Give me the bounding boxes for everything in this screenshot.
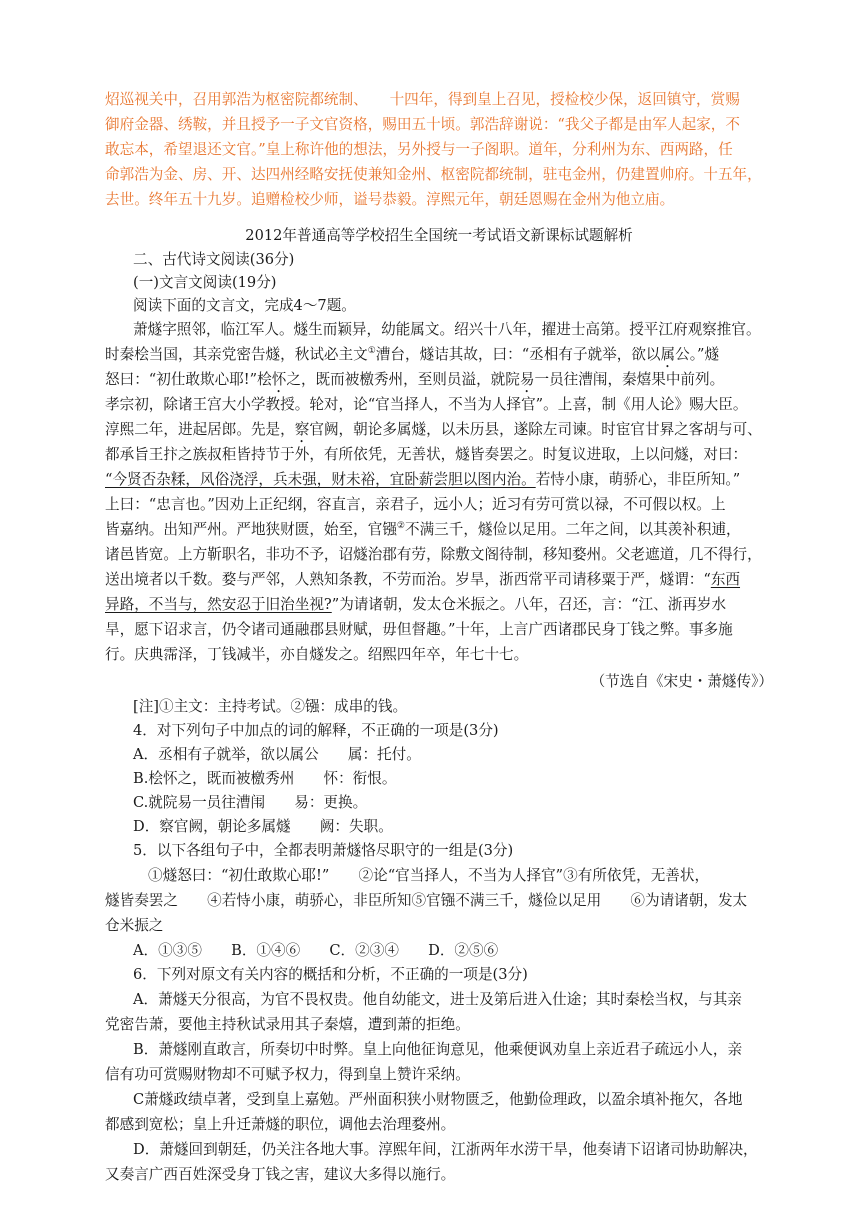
underlined-sentence: 异路，不当与，然安忍于旧治坐视? bbox=[105, 596, 332, 613]
passage-line: 萧燧字照邻，临江军人。燧生而颖异，幼能属文。绍兴十八年，擢进士高第。授平江府观察推官。 bbox=[133, 321, 761, 338]
passage-line: 怒曰：“初仕敢欺心耶!”桧怀之，既而被檄秀州，至则员溢，就院易一员往漕闱，秦熺果中前列。 bbox=[105, 371, 725, 388]
question-text: 燧皆奏罢之 ④若恃小康，萌骄心，非臣所知⑤官镪不满三千，燧俭以足用 ⑥为请诸朝，发太 bbox=[105, 892, 748, 909]
source-citation: （节选自《宋史・萧燧传》） bbox=[590, 673, 773, 690]
translation-line: 敢忘本，希望退还文官。”皇上称许他的想法，另外授与一子阁职。道年，分利州为东、西两路，任 bbox=[105, 141, 733, 158]
underlined-sentence: 东西 bbox=[710, 571, 741, 588]
option-c-cont: 都感到宽松；皇上升迁萧燧的职位，调他去治理婺州。 bbox=[105, 1116, 456, 1133]
footnote: [注]①主文：主持考试。②镪：成串的钱。 bbox=[133, 698, 408, 715]
question-stem: 4．对下列句子中加点的词的解释，不正确的一项是(3分) bbox=[133, 722, 499, 739]
passage-line: 上曰：“忠言也。”因劝上正纪纲，容直言，亲君子，远小人；近习有劳可赏以禄，不可假以权。上 bbox=[105, 496, 726, 513]
question-stem: 6．下列对原文有关内容的概括和分析，不正确的一项是(3分) bbox=[133, 966, 528, 983]
translation-line: 炤巡视关中，召用郭浩为枢密院都统制、 十四年，得到皇上召见，授检校少保，返回镇守，赏赐 bbox=[105, 91, 740, 108]
passage-line: 诸邑皆宽。上方靳职名，非功不予，诏燧治郡有劳，除敷文阁待制，移知婺州。父老遮道，几不得行， bbox=[105, 546, 762, 563]
passage-line: 行。庆典霈泽，丁钱减半，亦自燧发之。绍熙四年卒，年七十七。 bbox=[105, 646, 529, 663]
passage-line: 孝宗初，除诸王宫大小学教授。轮对，论“官当择人，不当为人择官”。上喜，制《用人论》赐大臣。 bbox=[105, 396, 748, 413]
emphasized-word: 易 bbox=[519, 371, 535, 388]
option-c: C萧燧政绩卓著，受到皇上嘉勉。严州面积狭小财物匮乏，他勤俭理政，以盈余填补拖欠，各地 bbox=[133, 1091, 743, 1108]
emphasized-word: 属 bbox=[660, 346, 676, 363]
passage-line: 都承旨王抃之族叔秬皆持节于外，有所依凭，无善状，燧皆奏罢之。时复议进取，上以问燧，对曰： bbox=[105, 446, 748, 463]
option-a: A．丞相有子就举，欲以属公 属：托付。 bbox=[133, 746, 421, 763]
footnote-marker: ① bbox=[367, 346, 376, 357]
passage-line: 送出境者以千数。婺与严邻，人熟知条教，不劳而治。岁旱，浙西常平司请移粟于严，燧谓：“东西 bbox=[105, 571, 741, 588]
question-text: 仓米振之 bbox=[105, 917, 164, 934]
question-stem: 5．以下各组句子中，全都表明萧燧恪尽职守的一组是(3分) bbox=[133, 842, 514, 859]
translation-line: 命郭浩为金、房、开、达四州经略安抚使兼知金州、枢密院都统制，驻屯金州，仍建置帅府。十五年， bbox=[105, 166, 762, 183]
passage-line: 淳熙二年，进起居郎。先是，察官阙，朝论多属燧，以未历县，遂除左司谏。时宦官甘昪之客胡与可、 bbox=[105, 421, 762, 438]
subsection-heading: (一)文言文阅读(19分) bbox=[133, 274, 277, 291]
passage-line: 旱，愿下诏求言，仍令诸司通融郡县财赋，毋但督趣。”十年，上言广西诸郡民身丁钱之弊。事多施 bbox=[105, 621, 733, 638]
answer-options: A．①③⑤ B．①④⑥ C．②③④ D．②⑤⑥ bbox=[133, 942, 499, 959]
footnote-marker: ② bbox=[396, 521, 405, 532]
passage-line: 异路，不当与，然安忍于旧治坐视?”为请诸朝，发太仓米振之。八年，召还，言：“江、浙再岁水 bbox=[105, 596, 727, 613]
option-b-cont: 信有功可赏赐财物却不可赋予权力，得到皇上赞许采纳。 bbox=[105, 1066, 470, 1083]
page-title: 2012年普通高等学校招生全国统一考试语文新课标试题解析 bbox=[245, 227, 633, 244]
emphasized-word: 怀 bbox=[271, 371, 287, 388]
passage-line: 时秦桧当国，其亲党密告燧，秋试必主文①漕台，燧诘其故，曰：“丞相有子就举，欲以属公。”燧 bbox=[105, 346, 720, 363]
passage-line: 皆嘉纳。出知严州。严地狭财匮，始至，官镪②不满三千，燧俭以足用。二年之间，以其羡补积逋， bbox=[105, 521, 741, 538]
translation-line: 御府金器、绣鞍，并且授予一子文官资格，赐田五十顷。郭浩辞谢说：“我父子都是由军人起家，不 bbox=[105, 116, 740, 133]
option-a: A．萧燧天分很高，为官不畏权贵。他自幼能文，进士及第后进入仕途；其时秦桧当权，与其亲 bbox=[133, 991, 742, 1008]
underlined-sentence: “今贤否杂糅，风俗浇浮，兵未强，财未裕，宜卧薪尝胆以图内治。 bbox=[105, 471, 536, 488]
option-a-cont: 党密告萧，要他主持秋试录用其子秦熺，遭到萧的拒绝。 bbox=[105, 1016, 470, 1033]
option-b: B.桧怀之，既而被檄秀州 怀：衔恨。 bbox=[133, 770, 397, 787]
instruction-text: 阅读下面的文言文，完成4～7题。 bbox=[133, 297, 356, 314]
option-d: D．萧燧回到朝廷，仍关注各地大事。淳熙年间，江浙两年水涝干旱，他奏请下诏诸司协助解决， bbox=[133, 1141, 758, 1158]
emphasized-word: 察 bbox=[294, 421, 310, 438]
option-c: C.就院易一员往漕闱 易：更换。 bbox=[133, 794, 368, 811]
option-d-cont: 又奏言广西百姓深受身丁钱之害，建议大多得以施行。 bbox=[105, 1166, 456, 1183]
question-text: ①燧怒曰：“初仕敢欺心耶!” ②论“官当择人，不当为人择官”③有所依凭，无善状， bbox=[148, 867, 710, 884]
section-heading: 二、古代诗文阅读(36分) bbox=[133, 251, 295, 268]
option-d: D．察官阙，朝论多属燧 阙：失职。 bbox=[133, 818, 393, 835]
passage-line: “今贤否杂糅，风俗浇浮，兵未强，财未裕，宜卧薪尝胆以图内治。若恃小康，萌骄心，非臣所知。” bbox=[105, 471, 741, 488]
option-b: B．萧燧刚直敢言，所奏切中时弊。皇上向他征询意见，他乘便讽劝皇上亲近君子疏远小人，亲 bbox=[133, 1041, 743, 1058]
translation-line: 去世。终年五十九岁。追赠检校少师，谥号恭毅。淳熙元年，朝廷恩赐在金州为他立庙。 bbox=[105, 191, 675, 208]
